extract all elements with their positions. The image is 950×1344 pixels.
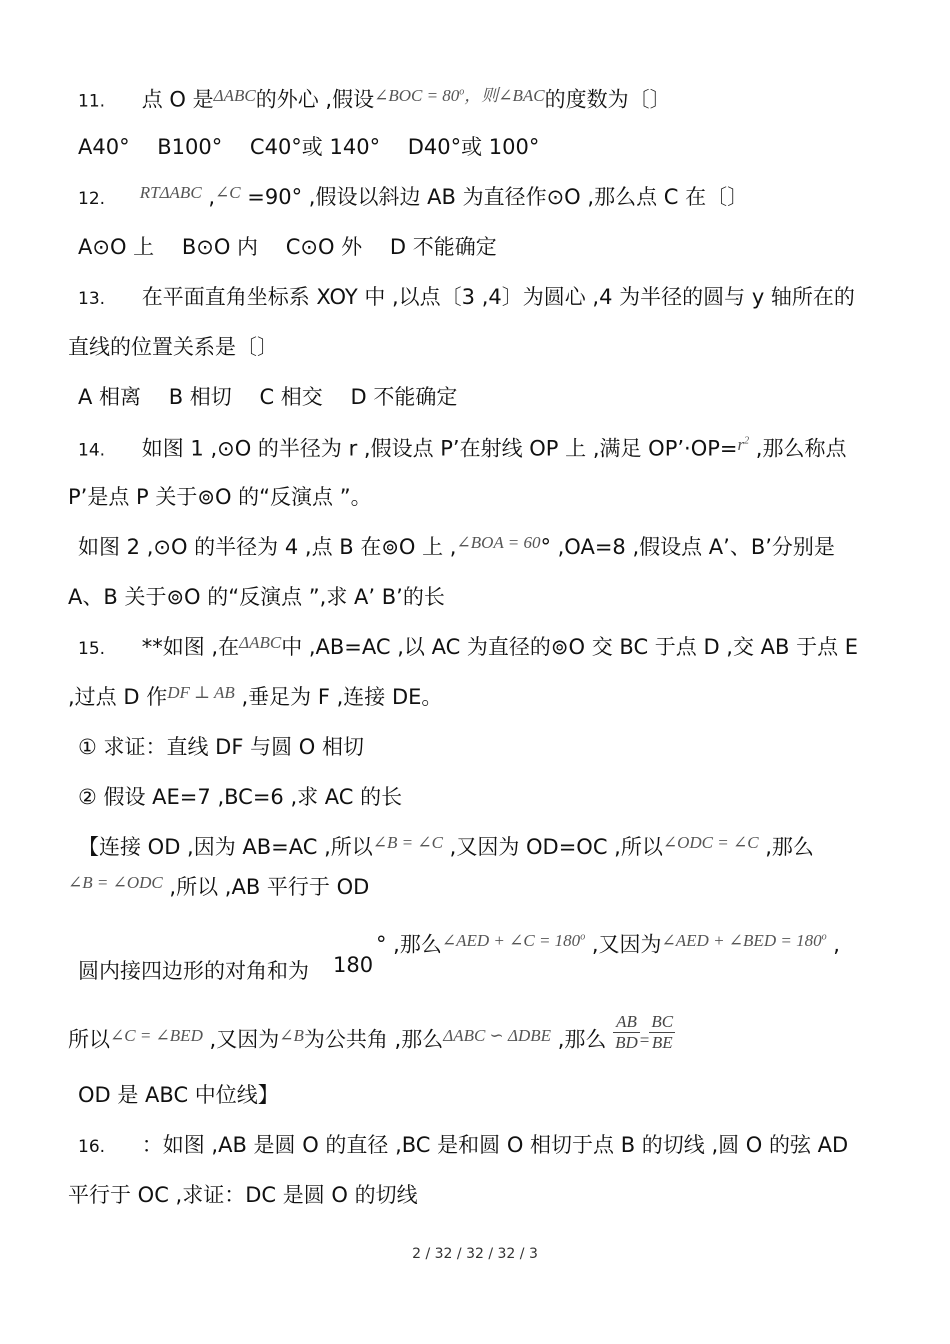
q15-answer-line2 [68,872,369,904]
q15-answer-text: 所以 [68,1027,110,1052]
q15-answer-text: , [826,932,840,957]
q14-text: 如图 1 ,⊙O 的半径为 r ,假设点 P’在射线 OP 上 ,满足 OP’·OP= [141,436,738,461]
q15-answer-line5 [68,1012,675,1061]
q14-text: ° ,OA=8 ,假设点 A’、B’分别是 [540,535,835,559]
q15-answer-text: ,又因为 OD=OC ,所以 [442,835,663,859]
q14-text: 如图 2 ,⊙O 的半径为 4 ,点 B 在⊚O 上 , [78,535,457,559]
q11-math-triangle: ΔABC [213,85,256,105]
q14-math-r2: r2 [737,434,750,454]
q14-line4: A、B 关于⊚O 的“反演点 ”,求 A’ B’的长 [68,585,445,609]
q11-math-angle-bac: ∠BAC [498,85,545,105]
q11-text: 的度数为〔〕 [544,87,671,112]
q15-answer-text: ,那么 [758,835,814,859]
q15-fraction-ab-bd: $\frac{AB}{BD}$ [615,1012,638,1052]
q15-number: 15. [78,639,106,659]
q15-text: ,过点 D 作 [68,685,168,709]
q15-answer-180: 180 [333,953,374,977]
q12-math-angle: ∠C [215,183,241,202]
q16-line2: 平行于 OC ,求证：DC 是圆 O 的切线 [68,1183,418,1207]
q15-answer-line6: OD 是 ABC 中位线】 [78,1083,279,1107]
q14-text: ,那么称点 [749,436,847,461]
q15-answer-text: ,又因为 [585,932,662,957]
q12-number: 12. [78,189,106,209]
q15-subquestion-1: ① 求证：直线 DF 与圆 O 相切 [78,735,364,759]
q11-text: 点 O 是 [141,87,214,112]
q15-math-triangle: ΔABC [239,633,282,652]
q15-text: 中 ,AB=AC ,以 AC 为直径的⊚O 交 BC 于点 D ,交 AB 于点 E [281,635,859,659]
q15-line2 [68,682,442,714]
q12-text: =90° ,假设以斜边 AB 为直径作⊙O ,那么点 C 在〔〕 [240,185,749,209]
q14-line [78,432,846,466]
q14-math-angle-boa: ∠BOA = 60 [456,533,541,552]
q14-line2: P’是点 P 关于⊚O 的“反演点 ”。 [68,485,372,509]
q13-number: 13. [78,289,106,309]
q15-answer-text: ,所以 ,AB 平行于 OD [162,875,370,899]
q15-subquestion-2: ② 假设 AE=7 ,BC=6 ,求 AC 的长 [78,785,403,809]
q16-text: ：如图 ,AB 是圆 O 的直径 ,BC 是和圆 O 相切于点 B 的切线 ,圆 O 的弦 AD [141,1133,849,1157]
q11-text: 的外心 ,假设 [255,87,375,112]
q15-answer-text: ,又因为 [202,1027,280,1052]
q15-text: ,垂足为 F ,连接 DE。 [234,685,443,709]
q15-math-c-eq-bed: ∠C = ∠BED [110,1025,203,1045]
q15-math-odc-eq-c: ∠ODC = ∠C [662,833,759,852]
q15-math-angle-b: ∠B [279,1025,304,1045]
q16-line [78,1130,848,1162]
q15-math-b-eq-odc: ∠B = ∠ODC [68,873,163,892]
q13-line [78,282,855,314]
q12-math-triangle: RTΔABC [139,183,202,202]
q15-math-aed-c: ∠AED + ∠C = 180o [441,930,586,950]
q15-equals: = [639,1030,650,1050]
q15-answer-line4: 圆内接四边形的对角和为 [78,959,309,983]
q16-number: 16. [78,1137,106,1157]
q14-number: 14. [78,440,106,461]
q11-math-angle-boc: ∠BOC = 80o，则 [374,85,499,105]
q15-math-aed-bed: ∠AED + ∠BED = 180o [661,930,827,950]
q13-line2: 直线的位置关系是〔〕 [68,335,278,359]
page-footer: 2 / 32 / 32 / 32 / 3 [412,1246,538,1262]
q15-answer-text: 【连接 OD ,因为 AB=AC ,所以 [78,835,373,859]
q12-options: A⊙O 上 B⊙O 内 C⊙O 外 D 不能确定 [78,235,497,259]
q13-options: A 相离 B 相切 C 相交 D 不能确定 [78,385,458,409]
q11-line [78,83,671,117]
q15-math-similar: ΔABC ∽ ΔDBE [443,1025,552,1045]
q15-answer-line3 [376,928,840,962]
q15-answer-text: ,那么 [551,1027,607,1052]
q15-math-perp: DF ⊥ AB [167,683,235,702]
q13-text: 在平面直角坐标系 XOY 中 ,以点〔3 ,4〕为圆心 ,4 为半径的圆与 y 轴所在的 [141,285,855,309]
q15-math-b-eq-c: ∠B = ∠C [372,833,443,852]
q15-answer-text: 为公共角 ,那么 [303,1027,444,1052]
q12-line [78,182,748,214]
q15-text: **如图 ,在 [141,635,240,659]
q15-answer-text: ° ,那么 [376,932,442,957]
q15-fraction-bc-be: $\frac{BC}{BE}$ [651,1012,674,1052]
q12-text: , [201,185,216,209]
q14-line3 [78,532,835,564]
q11-options: A40° B100° C40°或 140° D40°或 100° [78,135,540,159]
q15-answer-line1 [78,832,814,864]
q15-line [78,632,858,664]
q11-number: 11. [78,91,106,112]
